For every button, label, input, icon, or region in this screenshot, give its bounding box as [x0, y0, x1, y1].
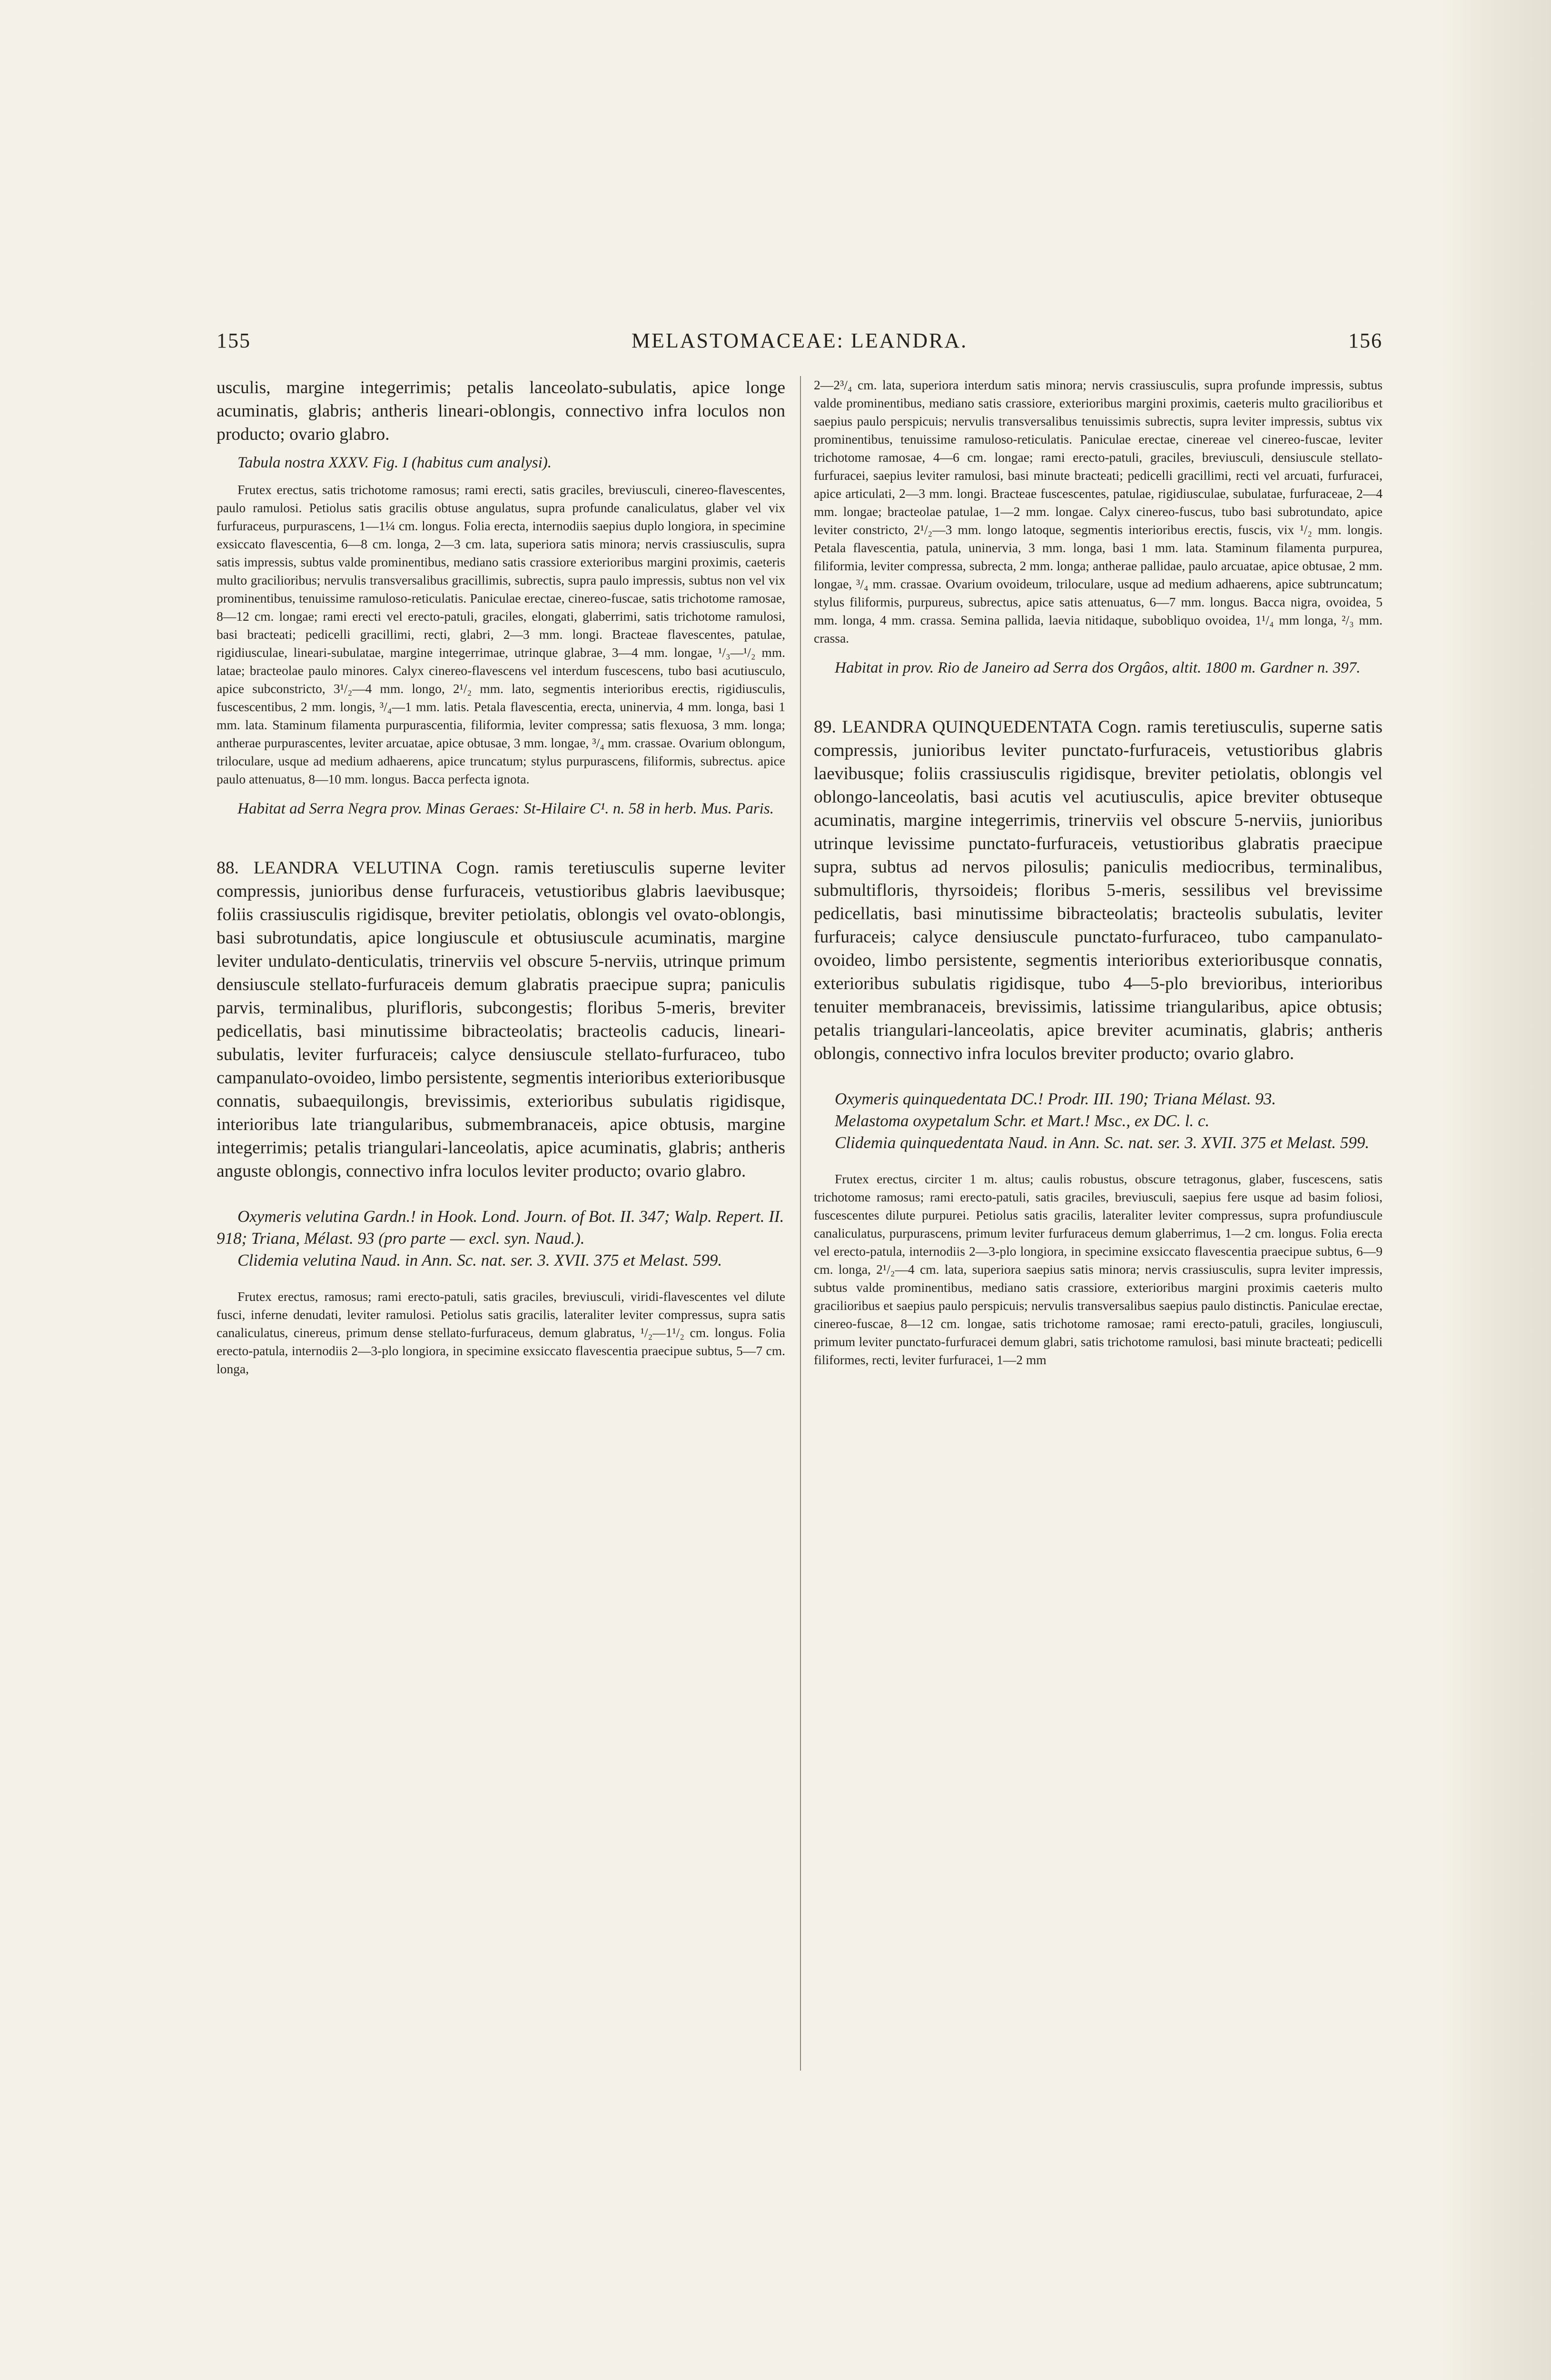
- synonym-citation: Oxymeris velutina Gardn.! in Hook. Lond. Journ. of Bot. II. 347; Walp. Repert. II. 918; Triana, Mélast. 93 (pro parte — excl. syn. Naud.).: [217, 1207, 784, 1248]
- description-paragraph: Frutex erectus, satis trichotome ramosus; rami erecti, satis graciles, breviusculi, cinereo-flavescentes, paulo ramulosi. Petiolus satis gracilis obtuse angulatus, supra profunde canaliculatus, glaber vel vix furfuraceus, purpurascens, 1—1¼ cm. longus. Folia erecta, internodiis saepius duplo longiora, in specimine exsiccato flavescentia, 6—8 cm. longa, 2—3 cm. lata, superiora satis minora; nervis crassiusculis, supra satis impressis, subtus valde prominentibus, mediano satis crassiore exterioribus margini proximis, caeteris multo gracilioribus; nervulis transversalibus gracillimis, subrectis, supra paulo impressis, subtus non vel vix prominentibus, tenuissime ramuloso-reticulatis. Paniculae erectae, cinereo-fuscae, satis trichotome ramosae, 8—12 cm. longae; rami erecti vel erecto-patuli, graciles, elongati, glaberrimi, satis trichotome ramulosi, basi bracteati; pedicelli gracillimi, recti, glabri, 2—3 mm. longi. Bracteae flavescentes, patulae, rigidiusculae, lineari-subulatae, margine integerrimae, utrinque glabrae, 3—4 mm. longae, ¹/₃—¹/₂ mm. latae; bracteolae paulo minores. Calyx cinereo-flavescens vel interdum fuscescens, tubo basi acutiusculo, apice subconstricto, 3¹/₂—4 mm. longo, 2¹/₂ mm. lato, segmentis interioribus erectis, rigidiusculis, fuscescentibus, 2 mm. longis, ³/₄—1 mm. latis. Petala flavescentia, erecta, uninervia, 4 mm. longa, basi 1 mm. lata. Staminum filamenta purpurascentia, filiformia, leviter compressa; satis flexuosa, 3 mm. longa; antherae purpurascentes, leviter arcuatae, apice obtusae, 3 mm. longae, ³/₄ mm. crassae. Ovarium oblongum, triloculare, usque ad medium adhaerens, apice truncatum; stylus purpurascens, filiformis, subrectus. apice paulo attenuatus, 8—10 mm. longus. Bacca perfecta ignota.: [217, 482, 785, 786]
- running-title: MELASTOMACEAE: LEANDRA.: [631, 329, 968, 352]
- page-number-right: 156: [1348, 329, 1383, 352]
- description-paragraph: 2—2³/₄ cm. lata, superiora interdum satis minora; nervis crassiusculis, supra profunde impressis, subtus valde prominentibus, mediano satis crassiore, exterioribus margini proximis, caeteris multo gracilioribus et saepius paulo perspicuis; nervulis transversalibus tenuissimis subrectis, supra leviter impressis, subtus vix prominentibus, tenuissime ramuloso-reticulatis. Paniculae erectae, cinereae vel cinereo-fuscae, leviter trichotome ramosae, 4—6 cm. longae; rami erecto-patuli, graciles, breviusculi, densiuscule stellato-furfuracei, saepius leviter ramulosi, basi minute bracteati; pedicelli gracillimi, recti vel arcuati, furfuracei, apice articulati, 2—3 mm. longi. Bracteae fuscescentes, patulae, rigidiusculae, subulatae, furfuraceae, 2—4 mm. longae; bracteolae patulae, 1—2 mm. longae. Calyx cinereo-fuscus, tubo basi subrotundato, apice leviter constricto, 2¹/₂—3 mm. longo latoque, segmentis interioribus erectis, fuscis, vix ¹/₂ mm. longis. Petala flavescentia, patula, uninervia, 3 mm. longa, basi 1 mm. lata. Staminum filamenta purpurea, filiformia, leviter compressa, subrecta, 2 mm. longa; antherae pallidae, paulo arcuatae, apice obtusae, 2 mm. longae, ³/₄ mm. crassae. Ovarium ovoideum, triloculare, usque ad medium adhaerens, apice subtruncatum; stylus filiformis, purpureus, subrectus, apice satis attenuatus, 6—7 mm. longus. Bacca nigra, ovoidea, 5 mm. longa, 4 mm. crassa. Semina pallida, laevia nitidaque, subobliquo ovoidea, 1¹/₄ mm longa, ²/₃ mm. crassa.: [814, 377, 1383, 645]
- page-fold-shadow: [1442, 0, 1551, 2380]
- habitat-note: Habitat ad Serra Negra prov. Minas Geraes: St-Hilaire C¹. n. 58 in herb. Mus. Paris.: [237, 800, 774, 817]
- synonym-citation: Oxymeris quinquedentata DC.! Prodr. III. 190; Triana Mélast. 93.: [835, 1090, 1276, 1108]
- habitat-note: Habitat in prov. Rio de Janeiro ad Serra dos Orgâos, altit. 1800 m. Gardner n. 397.: [835, 659, 1361, 676]
- column-divider: [800, 376, 801, 2071]
- left-column: [217, 376, 785, 1385]
- species-89-diagnosis: 89. LEANDRA QUINQUEDENTATA Cogn. ramis teretiusculis, superne satis compressis, junioribus leviter punctato-furfuraceis, vetustioribus glabris laevibusque; foliis crassiusculis rigidisque, breviter petiolatis, oblongis vel oblongo-lanceolatis, basi acutis vel acutiusculis, apice breviter obtuseque acuminatis, margine integerrimis, trinerviis vel obscure 5-nerviis, junioribus utrinque levissime punctato-furfuraceis, vetustioribus glabratis praecipue supra, subtus ad nervos pilosulis; paniculis mediocribus, terminalibus, submultifloris, thyrsoideis; floribus 5-meris, sessilibus vel brevissime pedicellatis, basi minutissime bibracteolatis; bracteolis subulatis, leviter furfuraceis; calyce densiuscule punctato-furfuraceo, tubo campanulato-ovoideo, limbo persistente, segmentis interioribus exterioribusque connatis, exterioribus subulatis rigidisque, tubo 4—5-plo brevioribus, interioribus tenuiter membranaceis, brevissimis, latissime triangularibus, apice obtusis; petalis triangulari-lanceolatis, apice breviter acuminatis, glabris; antheris oblongis, connectivo infra loculos breviter producto; ovario glabro.: [814, 717, 1383, 1063]
- continued-diagnosis: usculis, margine integerrimis; petalis lanceolato-subulatis, apice longe acuminatis, glabris; antheris lineari-oblongis, connectivo infra loculos non producto; ovario glabro.: [217, 378, 785, 444]
- synonym-citation: Clidemia quinquedentata Naud. in Ann. Sc. nat. ser. 3. XVII. 375 et Melast. 599.: [835, 1133, 1370, 1152]
- description-paragraph: Frutex erectus, circiter 1 m. altus; caulis robustus, obscure tetragonus, glaber, fuscescens, satis trichotome ramosus; rami erecto-patuli, satis graciles, breviusculi, saepius fere usque ad basim foliosi, fuscescentes dilute purpurei. Petiolus satis gracilis, lateraliter leviter compressus, supra profundiuscule canaliculatus, purpurascens, primum leviter furfuraceus demum glaberrimus, 1—2 cm. longus. Folia erecta vel erecto-patula, internodiis 2—3-plo longiora, in specimine exsiccato flavescentia praecipue subtus, 6—9 cm. longa, 2¹/₂—4 cm. lata, superiora saepius satis minora; nervis crassiusculis, supra leviter impressis, subtus valde prominentibus, mediano satis crassiore, exterioribus margini proximis caeteris multo gracilioribus et saepius paulo perspicuis; nervulis transversalibus saepius paulo distinctis. Paniculae erectae, cinereo-fuscae, 8—12 cm. longae, satis trichotome ramosae; rami erecto-patuli, graciles, longiusculi, primum leviter punctato-furfuracei demum glabri, satis trichotome ramulosi, basi minute bracteati; pedicelli filiformes, recti, leviter furfuracei, 1—2 mm: [814, 1171, 1383, 1367]
- page-number-left: 155: [217, 329, 251, 352]
- right-column: [814, 376, 1383, 1376]
- synonym-citation: Clidemia velutina Naud. in Ann. Sc. nat. ser. 3. XVII. 375 et Melast. 599.: [237, 1251, 722, 1269]
- synonym-citation: Melastoma oxypetalum Schr. et Mart.! Msc., ex DC. l. c.: [835, 1111, 1210, 1130]
- species-88-diagnosis: 88. LEANDRA VELUTINA Cogn. ramis teretiusculis superne leviter compressis, junioribus dense furfuraceis, vetustioribus glabris laevibusque; foliis crassiusculis rigidisque, breviter petiolatis, oblongis vel ovato-oblongis, basi subrotundatis, apice longiuscule et obtusiuscule acuminatis, margine leviter undulato-denticulatis, trinerviis vel obscure 5-nerviis, utrinque primum densiuscule stellato-furfuraceis demum glabratis praecipue supra; paniculis parvis, terminalibus, plurifloris, subcongestis; floribus 5-meris, breviter pedicellatis, basi minutissime bibracteolatis; bracteolis caducis, lineari-subulatis, leviter furfuraceis; calyce densiuscule stellato-furfuraceo, tubo campanulato-ovoideo, limbo persistente, segmentis interioribus exterioribusque connatis, subaequilongis, brevissimis, exterioribus subulatis rigidisque, interioribus late triangularibus, submembranaceis, apice obtusis, margine integerrimis; petalis triangulari-lanceolatis, apice acuminatis, glabris; antheris anguste oblongis, connectivo infra loculos leviter producto; ovario glabro.: [217, 858, 785, 1181]
- plate-reference: Tabula nostra XXXV. Fig. I (habitus cum analysi).: [237, 454, 552, 471]
- page-header: [217, 328, 1383, 362]
- description-paragraph: Frutex erectus, ramosus; rami erecto-patuli, satis graciles, breviusculi, viridi-flavescentes vel dilute fusci, inferne denudati, leviter ramulosi. Petiolus satis gracilis, lateraliter leviter compressus, supra satis canaliculatus, cinereus, primum dense stellato-furfuraceus, demum glabratus, ¹/₂—1¹/₂ cm. longus. Folia erecto-patula, internodiis 2—3-plo longiora, in specimine exsiccato flavescentia praecipue subtus, 5—7 cm. longa,: [217, 1289, 785, 1376]
